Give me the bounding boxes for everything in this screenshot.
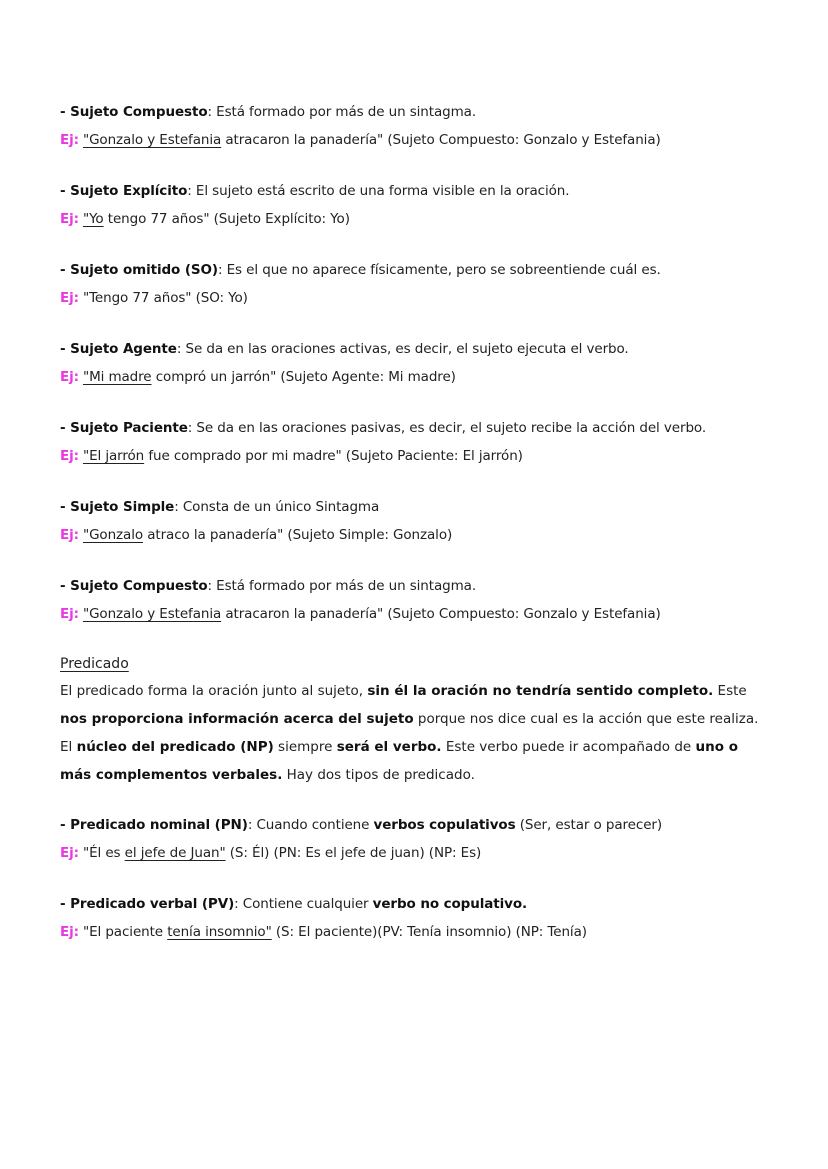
term: - Predicado verbal (PV) <box>60 896 235 912</box>
example-underlined: "Gonzalo y Estefania <box>82 132 222 148</box>
text: El predicado forma la oración junto al sujeto, <box>60 683 368 699</box>
example-label: Ej: <box>60 369 79 385</box>
example-line <box>60 600 770 628</box>
example-line <box>60 442 770 470</box>
example-label: Ej: <box>60 211 79 227</box>
definition-bold: verbo no copulativo. <box>372 896 528 912</box>
example-underlined: tenía insomnio" <box>167 924 272 940</box>
example-text: atracaron la panadería" (Sujeto Compuesto: Gonzalo y Estefania) <box>221 606 661 622</box>
sujeto-compuesto-entry <box>60 98 770 154</box>
bold-text: será el verbo. <box>336 739 442 755</box>
document-page <box>60 98 770 969</box>
example-text: "Él es <box>82 845 125 861</box>
definition: : Se da en las oraciones pasivas, es decir, el sujeto recibe la acción del verbo. <box>187 420 707 436</box>
text: siempre <box>273 739 337 755</box>
definition: : Contiene cualquier <box>234 896 373 912</box>
definition-line <box>60 493 770 521</box>
predicado-section <box>60 651 770 946</box>
definition: : El sujeto está escrito de una forma visible en la oración. <box>187 183 570 199</box>
example-label: Ej: <box>60 606 79 622</box>
bold-text: nos proporciona información acerca del sujeto <box>60 711 414 727</box>
spacer <box>60 789 770 811</box>
definition: : Está formado por más de un sintagma. <box>207 104 477 120</box>
example-text: tengo 77 años" (Sujeto Explícito: Yo) <box>103 211 350 227</box>
text: Este verbo puede ir acompañado de <box>441 739 696 755</box>
example-line <box>60 126 770 154</box>
definition: : Consta de un único Sintagma <box>174 499 380 515</box>
predicado-verbal-entry <box>60 890 770 946</box>
example-line <box>60 918 770 946</box>
term: - Sujeto omitido (SO) <box>60 262 218 278</box>
example-underlined: "Yo <box>82 211 104 227</box>
term: - Sujeto Compuesto <box>60 578 208 594</box>
bold-text: uno o más complementos verbales. <box>60 739 738 783</box>
example-text: "Tengo 77 años" (SO: Yo) <box>82 290 248 306</box>
example-label: Ej: <box>60 448 79 464</box>
definition: : Es el que no aparece físicamente, pero se sobreentiende cuál es. <box>217 262 661 278</box>
text: Hay dos tipos de predicado. <box>282 767 475 783</box>
definition-line <box>60 335 770 363</box>
predicado-paragraph <box>60 677 760 789</box>
definition: (Ser, estar o parecer) <box>515 817 663 833</box>
definition-line <box>60 98 770 126</box>
definition-line <box>60 256 770 284</box>
section-heading: Predicado <box>60 656 129 672</box>
example-label: Ej: <box>60 845 79 861</box>
definition-line <box>60 811 770 839</box>
term: - Sujeto Simple <box>60 499 175 515</box>
sujeto-compuesto-entry-2 <box>60 572 770 628</box>
text: porque nos dice cual es la acción que este realiza. El <box>60 711 759 755</box>
bold-text: núcleo del predicado (NP) <box>76 739 274 755</box>
definition-line <box>60 177 770 205</box>
example-label: Ej: <box>60 924 79 940</box>
predicado-nominal-entry <box>60 811 770 867</box>
sujeto-omitido-entry <box>60 256 770 312</box>
term: - Sujeto Compuesto <box>60 104 208 120</box>
term: - Sujeto Agente <box>60 341 177 357</box>
sujeto-agente-entry <box>60 335 770 391</box>
sujeto-simple-entry <box>60 493 770 549</box>
example-line <box>60 839 770 867</box>
example-line <box>60 521 770 549</box>
example-label: Ej: <box>60 527 79 543</box>
example-underlined: el jefe de Juan" <box>124 845 226 861</box>
definition-line <box>60 890 770 918</box>
definition-line <box>60 572 770 600</box>
term: - Sujeto Paciente <box>60 420 188 436</box>
term: - Sujeto Explícito <box>60 183 188 199</box>
example-label: Ej: <box>60 132 79 148</box>
example-line <box>60 363 770 391</box>
example-line <box>60 205 770 233</box>
example-text: compró un jarrón" (Sujeto Agente: Mi madre) <box>151 369 456 385</box>
example-text: fue comprado por mi madre" (Sujeto Paciente: El jarrón) <box>144 448 523 464</box>
definition-line <box>60 414 770 442</box>
definition: : Se da en las oraciones activas, es decir, el sujeto ejecuta el verbo. <box>176 341 629 357</box>
definition: : Cuando contiene <box>247 817 374 833</box>
definition: : Está formado por más de un sintagma. <box>207 578 477 594</box>
term: - Predicado nominal (PN) <box>60 817 248 833</box>
example-label: Ej: <box>60 290 79 306</box>
example-text: atracaron la panadería" (Sujeto Compuesto: Gonzalo y Estefania) <box>221 132 661 148</box>
definition-bold: verbos copulativos <box>373 817 516 833</box>
sujeto-explicito-entry <box>60 177 770 233</box>
example-text: atraco la panadería" (Sujeto Simple: Gonzalo) <box>143 527 453 543</box>
example-underlined: "Mi madre <box>82 369 152 385</box>
example-underlined: "Gonzalo y Estefania <box>82 606 222 622</box>
example-underlined: "El jarrón <box>82 448 145 464</box>
example-underlined: "Gonzalo <box>82 527 144 543</box>
example-text: (S: El paciente)(PV: Tenía insomnio) (NP: Tenía) <box>271 924 587 940</box>
bold-text: sin él la oración no tendría sentido completo. <box>367 683 714 699</box>
sujeto-paciente-entry <box>60 414 770 470</box>
example-text: "El paciente <box>82 924 168 940</box>
example-text: (S: Él) (PN: Es el jefe de juan) (NP: Es) <box>225 845 482 861</box>
text: Este <box>713 683 747 699</box>
example-line <box>60 284 770 312</box>
